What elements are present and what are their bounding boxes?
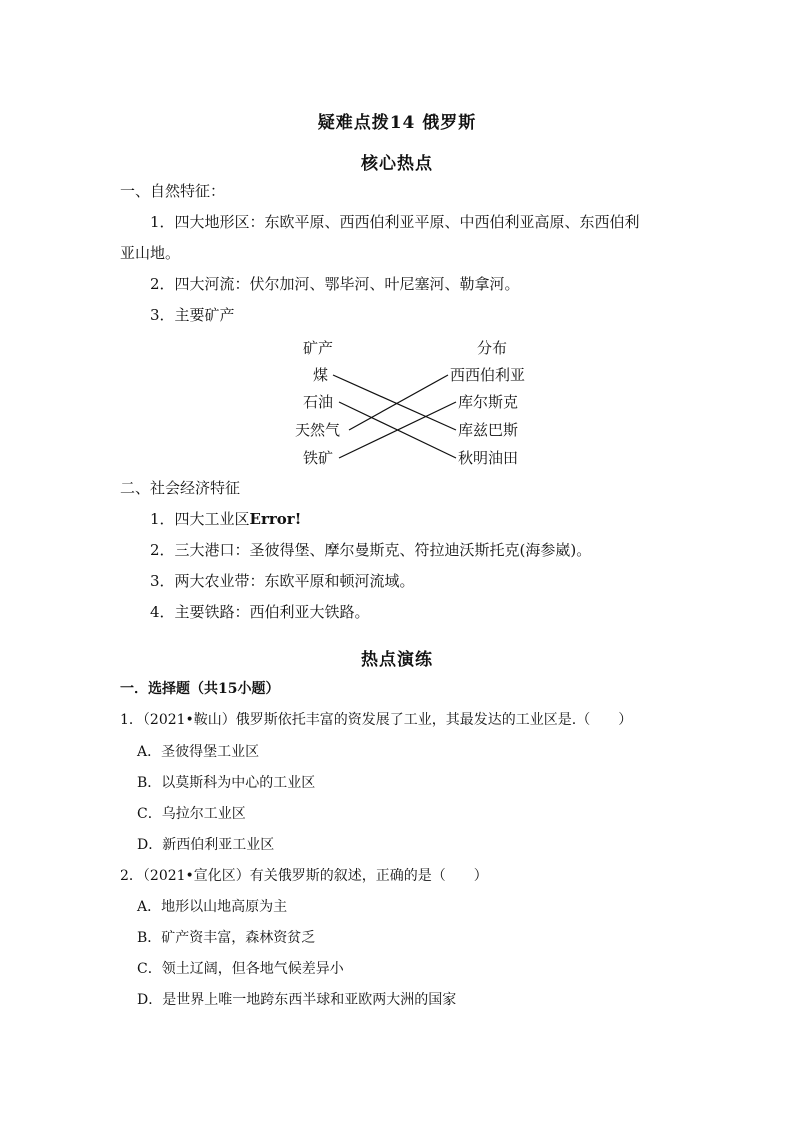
answer-option[interactable]: D．新西伯利亚工业区: [137, 837, 275, 853]
part2-item1: [150, 509, 301, 529]
part2-item1-text: 1．四大工业区: [150, 510, 250, 528]
diagram-left-header: 矿产: [303, 339, 334, 357]
answer-option[interactable]: C．乌拉尔工业区: [137, 806, 246, 822]
mineral-label: 天然气: [295, 421, 341, 439]
document-title: 疑难点拨14 俄罗斯: [317, 113, 477, 133]
part2-label: 二、社会经济特征: [120, 479, 241, 497]
section-heading-practice: 热点演练: [361, 650, 433, 670]
part1-label: 一、自然特征：: [120, 182, 226, 200]
question-group-heading: 一．选择题（共15小题）: [120, 681, 280, 697]
region-label: 秋明油田: [458, 449, 519, 467]
answer-option[interactable]: A．地形以山地高原为主: [137, 899, 288, 915]
region-label: 西西伯利亚: [450, 366, 526, 384]
part2-item4: 4．主要铁路：西伯利亚大铁路。: [150, 603, 370, 621]
part1-item1-line2: 亚山地。: [120, 244, 181, 262]
question-stem: 2．（2021•宣化区）有关俄罗斯的叙述，正确的是（ ）: [120, 868, 488, 884]
error-text: Error!: [249, 510, 302, 528]
part2-item2: 2．三大港口：圣彼得堡、摩尔曼斯克、符拉迪沃斯托克(海参崴)。: [150, 541, 592, 559]
connector-line: [349, 375, 448, 430]
connector-line: [333, 375, 456, 430]
part1-item2: 2．四大河流：伏尔加河、鄂毕河、叶尼塞河、勒拿河。: [150, 275, 520, 293]
region-label: 库尔斯克: [458, 393, 519, 411]
part1-item1-line1: 1．四大地形区：东欧平原、西西伯利亚平原、中西伯利亚高原、东西伯利: [150, 213, 640, 231]
mineral-label: 铁矿: [303, 449, 334, 467]
diagram-right-header: 分布: [477, 339, 508, 357]
answer-option[interactable]: B．矿产资丰富，森林资贫乏: [137, 930, 316, 946]
part1-item3: 3．主要矿产: [150, 306, 235, 324]
region-label: 库兹巴斯: [458, 421, 519, 439]
answer-option[interactable]: B．以莫斯科为中心的工业区: [137, 775, 316, 791]
question-stem: 1．（2021•鞍山）俄罗斯依托丰富的资发展了工业，其最发达的工业区是.（ ）: [120, 712, 633, 728]
mineral-label: 煤: [313, 366, 329, 384]
answer-option[interactable]: C．领土辽阔，但各地气候差异小: [137, 961, 344, 977]
answer-option[interactable]: D．是世界上唯一地跨东西半球和亚欧两大洲的国家: [137, 992, 457, 1008]
mineral-label: 石油: [303, 393, 334, 411]
part2-item3: 3．两大农业带：东欧平原和顿河流域。: [150, 572, 415, 590]
answer-option[interactable]: A．圣彼得堡工业区: [137, 744, 260, 760]
section-heading-core: 核心热点: [361, 154, 433, 174]
